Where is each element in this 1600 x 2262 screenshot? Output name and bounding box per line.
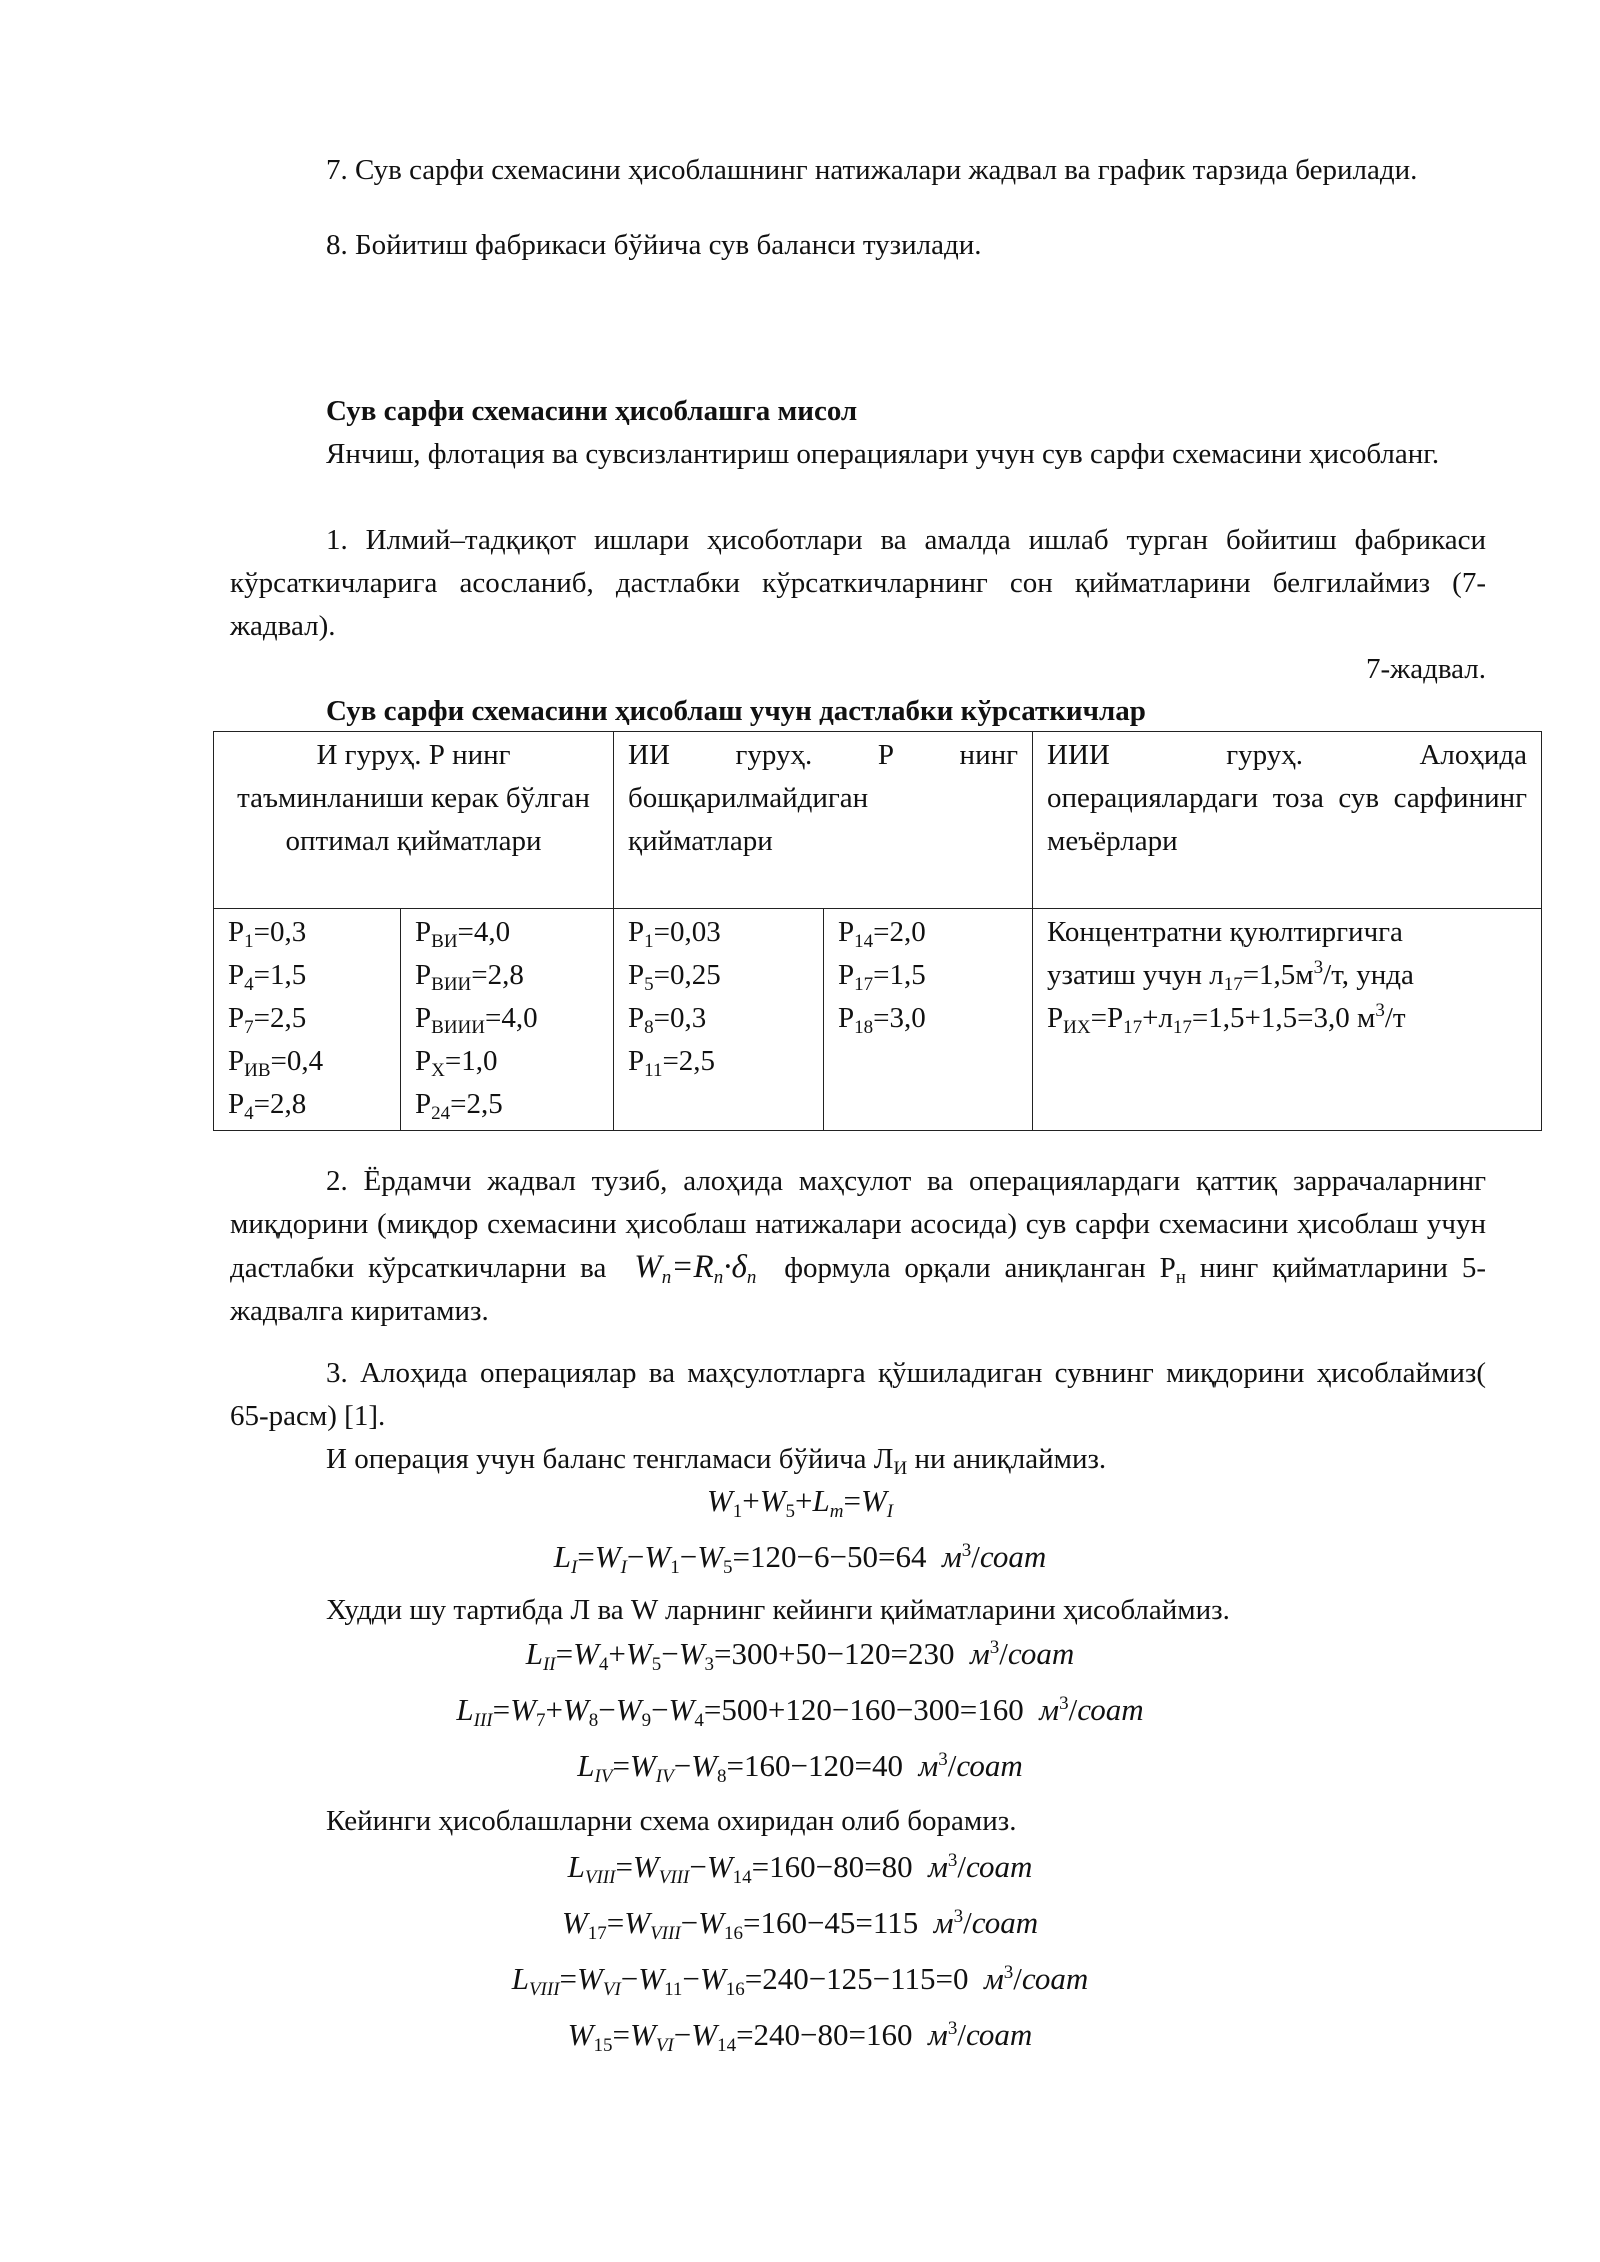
equation-l4: $L_{IV}=W_{IV}-W_8=160-120=40$ $м^3$/соат [577,1748,1023,1787]
value-item: $Р_4=2,8$ [228,1088,307,1124]
header-group-1: И гуруҳ. Р нинг таъминланиши керак бўлган оптимал қийматлари [214,732,614,909]
equation-w15: $W_{15}=W_{VI}-W_{14}=240-80=160$ $м^3$/соат [567,2017,1033,2056]
values-col-5 [1033,909,1542,1131]
equation-balance: $W_1+W_5+L_m=W_I$ [706,1483,894,1522]
example-heading: Сув сарфи схемасини ҳисоблашга мисол [326,395,858,427]
equation-l2: $L_{II}=W_4+W_5-W_3=300+50-120=230$ $м^3$/соат [525,1636,1075,1675]
equation-l1: $L_I=W_I-W_1-W_5=120-6-50=64$ $м^3$/соат [553,1539,1047,1578]
value-item: $Р_{ВИ}=4,0$ [415,916,511,952]
step-2: 2. Ёрдамчи жадвал тузиб, алоҳида маҳсулот ва операциялардаги қаттиқ заррачаларнинг миқдорини (миқдор схемасини ҳисоблаш натижалари асосида) сув сарфи схемасини ҳисоблаш учун дастлабки кўрсаткичларни ва $W_n=R_n\cdot\delta_n$ формула орқали аниқланган $Р_н$ нинг қийматларини 5-жадвалга киритамиз. [230,1165,1487,1327]
norm-line-3: $Р_{ИХ}=Р_{17}+л_{17}=1,5+1,5=3,0$ $м^3/т$ [1047,1000,1406,1038]
norm-line-1: Концентратни қуюлтиргичга [1047,916,1403,948]
values-col-4 [824,909,1033,1131]
value-item: $Р_{ИВ}=0,4$ [228,1045,324,1081]
formula-wn: $W_n=R_n\cdot\delta_n$ [634,1249,757,1288]
step-3: 3. Алоҳида операциялар ва маҳсулотларга қўшиладиган сувнинг миқдорини ҳисоблаймиз( 65-расм) [1]. [230,1357,1486,1432]
initial-indicators-table [213,731,1542,1131]
same-order-text: Худди шу тартибда Л ва W ларнинг кейинги қийматларини ҳисоблаймиз. [326,1594,1230,1626]
value-item: $Р_{ВИИИ}=4,0$ [415,1002,538,1038]
values-col-1 [214,909,401,1131]
value-item: $Р_Х=1,0$ [415,1045,498,1081]
from-end-text: Кейинги ҳисоблашларни схема охиридан олиб борамиз. [326,1805,1017,1837]
balance-intro: И операция учун баланс тенгламаси бўйича $Л_И$ ни аниқлаймиз. [326,1443,1107,1479]
values-col-3 [614,909,824,1131]
value-item: $Р_7=2,5$ [228,1002,307,1038]
header-group-3: ИИИ гуруҳ. Алоҳида операциялардаги тоза сув сарфининг меъёрлари [1033,732,1542,909]
value-item: $Р_{11}=2,5$ [628,1045,716,1081]
example-task: Янчиш, флотация ва сувсизлантириш операциялари учун сув сарфи схемасини ҳисобланг. [326,438,1440,470]
values-col-2 [401,909,614,1131]
table-header-row [214,732,1542,909]
header-group-2: ИИ гуруҳ. Р нинг бошқарилмайдиган қийматлари [614,732,1033,909]
item-8: 8. Бойитиш фабрикаси бўйича сув баланси тузилади. [326,229,982,261]
equation-w17: $W_{17}=W_{VIII}-W_{16}=160-45=115$ $м^3$/соат [561,1905,1039,1944]
equation-l3: $L_{III}=W_7+W_8-W_9-W_4=500+120-160-300=160$ $м^3$/соат [456,1692,1144,1731]
value-item: $Р_1=0,03$ [628,916,721,952]
table-label: 7-жадвал. [1366,653,1486,685]
value-item: $Р_{ВИИ}=2,8$ [415,959,524,995]
value-item: $Р_{17}=1,5$ [838,959,926,995]
value-item: $Р_4=1,5$ [228,959,307,995]
value-item: $Р_{18}=3,0$ [838,1002,926,1038]
table-title: Сув сарфи схемасини ҳисоблаш учун дастлабки кўрсаткичлар [326,695,1146,727]
table-values-row [214,909,1542,1131]
value-item: $Р_8=0,3$ [628,1002,707,1038]
value-item: $Р_5=0,25$ [628,959,721,995]
equation-l8a: $L_{VIII}=W_{VIII}-W_{14}=160-80=80$ $м^3$/соат [567,1849,1033,1888]
value-item: $Р_{24}=2,5$ [415,1088,503,1124]
value-item: $Р_{14}=2,0$ [838,916,926,952]
step-1: 1. Илмий–тадқиқот ишлари ҳисоботлари ва амалда ишлаб турган бойитиш фабрикаси кўрсаткичларига асосланиб, дастлабки кўрсаткичларнинг сон қийматларини белгилаймиз (7- жадвал). [230,524,1486,642]
value-item: $Р_1=0,3$ [228,916,307,952]
item-7: 7. Сув сарфи схемасини ҳисоблашнинг натижалари жадвал ва график тарзида берилади. [326,154,1418,186]
norm-line-2: узатиш учун $л_{17}=1,5м^3/т$, унда [1047,957,1414,995]
equation-l8b: $L_{VIII}=W_{VI}-W_{11}-W_{16}=240-125-115=0$ $м^3$/соат [511,1961,1089,2000]
